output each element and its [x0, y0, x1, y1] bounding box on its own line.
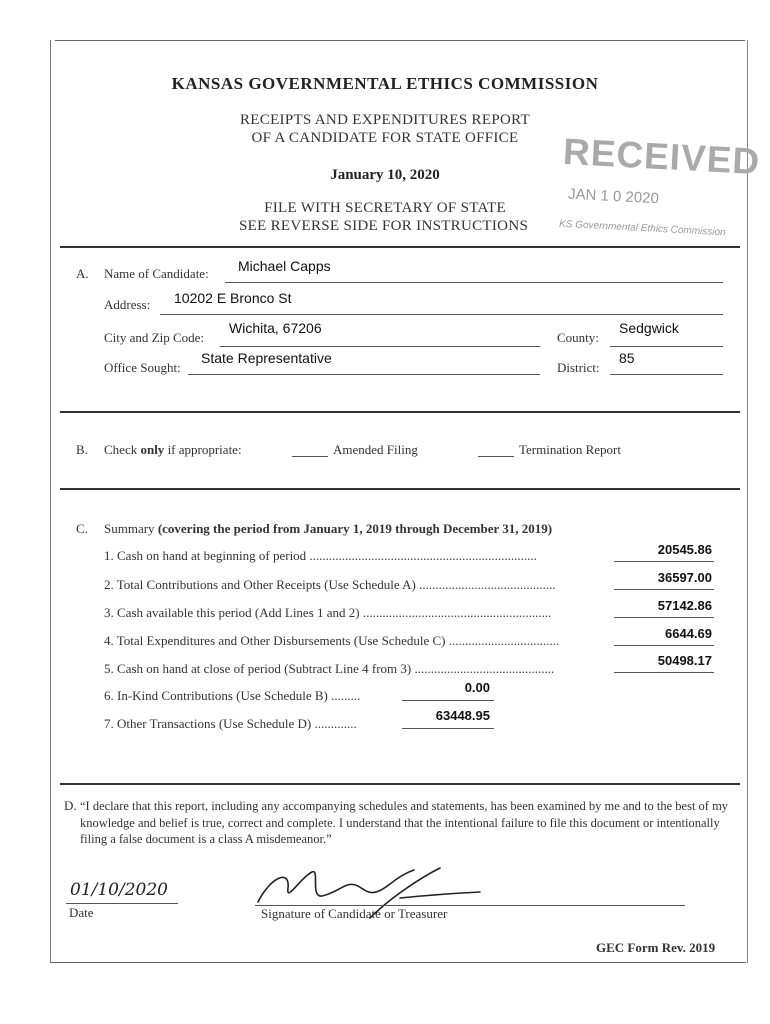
- amended-checkbox-line[interactable]: [292, 456, 328, 457]
- line-3-value: 57142.86: [657, 598, 712, 613]
- report-date: January 10, 2020: [330, 167, 440, 183]
- check-prefix: Check: [104, 442, 138, 457]
- file-instruction: FILE WITH SECRETARY OF STATE: [264, 200, 506, 216]
- received-stamp: RECEIVED: [562, 130, 762, 183]
- received-stamp-org: KS Governmental Ethics Commission: [558, 218, 726, 239]
- candidate-county: Sedgwick: [619, 320, 679, 336]
- form-revision: GEC Form Rev. 2019: [596, 940, 716, 955]
- district-label: District:: [557, 360, 600, 375]
- check-instruction: [104, 442, 242, 458]
- line-5-value: 50498.17: [657, 653, 712, 668]
- line-7-label: 7. Other Transactions (Use Schedule D) .............: [104, 716, 357, 731]
- check-suffix: if appropriate:: [167, 442, 242, 457]
- district-number: 85: [619, 350, 635, 366]
- city-zip-label: City and Zip Code:: [104, 330, 205, 345]
- section-d-letter: D.: [64, 798, 77, 813]
- candidate-name: Michael Capps: [238, 258, 331, 274]
- reverse-instruction: SEE REVERSE SIDE FOR INSTRUCTIONS: [239, 218, 529, 234]
- report-title-line1: RECEIPTS AND EXPENDITURES REPORT: [240, 112, 530, 128]
- report-title-line2: OF A CANDIDATE FOR STATE OFFICE: [251, 130, 519, 146]
- summary-heading: [104, 521, 552, 537]
- section-b-letter: B.: [76, 442, 88, 457]
- termination-checkbox-line[interactable]: [478, 456, 514, 457]
- section-a-letter: A.: [76, 266, 89, 281]
- office-sought: State Representative: [201, 350, 332, 366]
- date-label: Date: [69, 905, 94, 920]
- declaration-text: “I declare that this report, including any accompanying schedules and statements, has been examined by me and to the best of my knowledge and belief is true, correct and complete. I understand that the intentional failure to file this document or intentionally filing a false document is a class A misdemeanor.”: [80, 799, 729, 846]
- check-only: only: [140, 442, 165, 457]
- candidate-address: 10202 E Bronco St: [174, 290, 292, 306]
- commission-title: KANSAS GOVERNMENTAL ETHICS COMMISSION: [171, 74, 599, 93]
- address-label: Address:: [104, 297, 151, 312]
- line-2-value: 36597.00: [657, 570, 712, 585]
- termination-report-label: Termination Report: [519, 442, 621, 457]
- signed-date: 01/10/2020: [70, 880, 168, 900]
- candidate-city-zip: Wichita, 67206: [229, 320, 322, 336]
- line-2-label: 2. Total Contributions and Other Receipts (Use Schedule A) ..........................................: [104, 577, 556, 592]
- office-label: Office Sought:: [104, 360, 181, 375]
- signature-label: Signature of Candidate or Treasurer: [261, 906, 448, 921]
- line-1-label: 1. Cash on hand at beginning of period ......................................................................: [104, 548, 537, 563]
- line-6-value: 0.00: [464, 680, 490, 695]
- line-4-value: 6644.69: [665, 626, 712, 641]
- line-5-label: 5. Cash on hand at close of period (Subtract Line 4 from 3) ...........................................: [104, 661, 555, 676]
- line-4-label: 4. Total Expenditures and Other Disbursements (Use Schedule C) ..................................: [104, 633, 560, 648]
- summary-period: (covering the period from January 1, 2019 through December 31, 2019): [157, 521, 553, 536]
- line-7-value: 63448.95: [435, 708, 490, 723]
- received-stamp-date: JAN 1 0 2020: [567, 185, 660, 208]
- line-6-label: 6. In-Kind Contributions (Use Schedule B) .........: [104, 688, 361, 703]
- line-1-value: 20545.86: [657, 542, 712, 557]
- county-label: County:: [557, 330, 599, 345]
- summary-word: Summary: [104, 521, 155, 536]
- section-c-letter: C.: [76, 521, 88, 536]
- amended-filing-label: Amended Filing: [333, 442, 418, 457]
- name-label: Name of Candidate:: [104, 266, 209, 281]
- line-3-label: 3. Cash available this period (Add Lines 1 and 2) ..........................................................: [104, 605, 552, 620]
